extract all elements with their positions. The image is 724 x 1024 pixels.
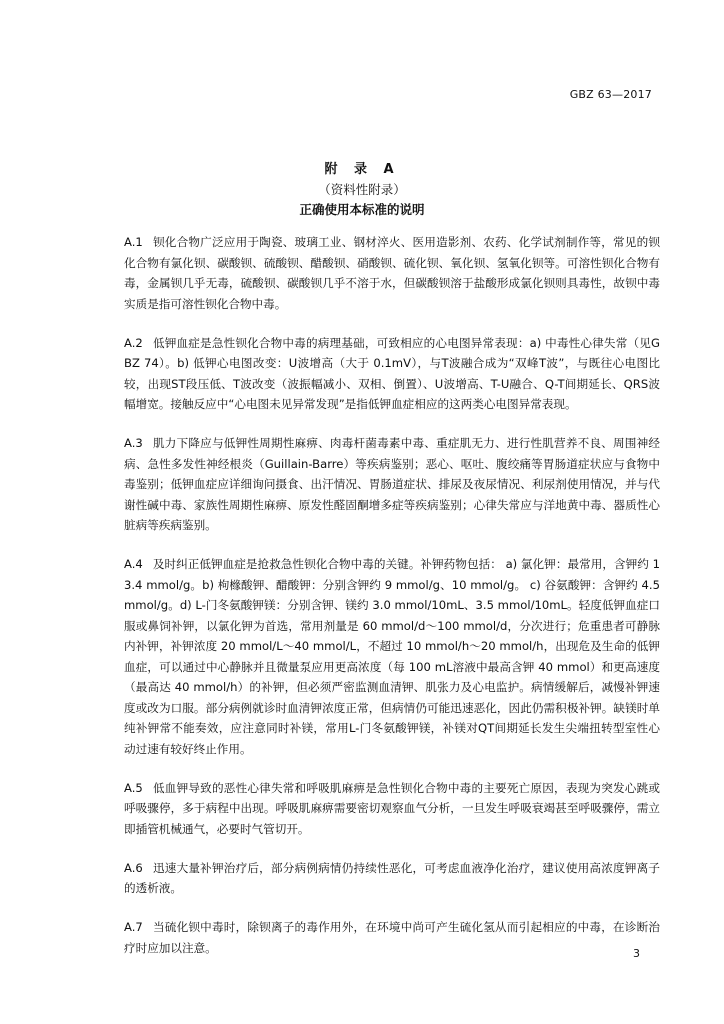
section-text: 及时纠正低钾血症是抢救急性钡化合物中毒的关键。补钾药物包括： a) 氯化钾：最常用，含钾约 13.4 mmol/g。b) 枸橼酸钾、醋酸钾：分别含钾约 9 mmol/g、10 mmol/g。 c) 谷氨酸钾：含钾约 4.5 mmol/g。d) L-门冬氨酸钾镁：分别含钾、镁约 3.0 mmol/10mL、3.5 mmol/10mL。轻度低钾血症口服或鼻饲补钾，以氯化钾为首选，常用剂量是 60 mmol/d～100 mmol/d，分次进行；危重患者可静脉内补钾，补钾浓度 20 mmol/L～40 mmol/L，不超过 10 mmol/h～20 mmol/h，出现危及生命的低钾血症，可以通过中心静脉并且微量泵应用更高浓度（每 100 mL溶液中最高含钾 40 mmol）和更高速度（最高达 40 mmol/h）的补钾，但必须严密监测血清钾、肌张力及心电监护。病情缓解后，减慢补钾速度或改为口服。部分病例就诊时血清钾浓度正常，但病情仍可能迅速恶化，因此仍需积极补钾。缺镁时单纯补钾常不能奏效，应注意同时补镁，常用L-门冬氨酸钾镁，补镁对QT间期延长发生尖端扭转型室性心动过速有较好终止作用。 <box>124 557 660 756</box>
appendix-body <box>124 232 660 977</box>
standard-code: GBZ 63—2017 <box>569 88 652 101</box>
appendix-title: 附 录 A <box>324 162 400 177</box>
section-number: A.5 <box>124 780 143 795</box>
appendix-subtitle: 正确使用本标准的说明 <box>299 202 425 217</box>
section-number: A.3 <box>124 436 143 450</box>
section-a1 <box>124 232 660 314</box>
appendix-type: （资料性附录） <box>318 182 406 197</box>
section-a3 <box>124 433 660 536</box>
page-number: 3 <box>633 947 640 960</box>
section-a7 <box>124 917 660 958</box>
section-text: 肌力下降应与低钾性周期性麻痹、肉毒杆菌毒素中毒、重症肌无力、进行性肌营养不良、周围神经病、急性多发性神经根炎（Guillain-Barre）等疾病鉴别；恶心、呕吐、腹绞痛等胃肠道症状应与食物中毒鉴别；低钾血症应详细询问摄食、出汗情况、胃肠道症状、排尿及夜尿情况、利尿剂使用情况，并与代谢性碱中毒、家族性周期性麻痹、原发性醛固酮增多症等疾病鉴别；心律失常应与洋地黄中毒、器质性心脏病等疾病鉴别。 <box>124 436 660 532</box>
section-text: 低血钾导致的恶性心律失常和呼吸肌麻痹是急性钡化合物中毒的主要死亡原因，表现为突发心跳或呼吸骤停，多于病程中出现。呼吸肌麻痹需要密切观察血气分析，一旦发生呼吸衰竭甚至呼吸骤停，需立即插管机械通气，必要时气管切开。 <box>124 780 660 836</box>
section-text: 当硫化钡中毒时，除钡离子的毒作用外，在环境中尚可产生硫化氢从而引起相应的中毒，在诊断治疗时应加以注意。 <box>124 920 660 955</box>
section-number: A.2 <box>124 335 143 350</box>
section-text: 低钾血症是急性钡化合物中毒的病理基础，可致相应的心电图异常表现：a) 中毒性心律失常（见GBZ 74）。b) 低钾心电图改变：U波增高（大于 0.1mV），与T波融合成为“双峰T波”，与既往心电图比较，出现ST段压低、T波改变（波振幅减小、双相、倒置）、U波增高、T-U融合、Q-T间期延长、QRS波幅增宽。接触反应中“心电图未见异常发现”是指低钾血症相应的这两类心电图异常表现。 <box>124 335 660 411</box>
section-a5 <box>124 778 660 840</box>
section-a6 <box>124 858 660 899</box>
section-number: A.1 <box>124 235 143 249</box>
section-a2 <box>124 333 660 415</box>
section-a4 <box>124 554 660 759</box>
section-text: 钡化合物广泛应用于陶瓷、玻璃工业、钢材淬火、医用造影剂、农药、化学试剂制作等，常见的钡化合物有氯化钡、碳酸钡、硫酸钡、醋酸钡、硝酸钡、硫化钡、氧化钡、氢氧化钡等。可溶性钡化合物有毒，金属钡几乎无毒，硫酸钡、碳酸钡几乎不溶于水，但碳酸钡溶于盐酸形成氯化钡则具毒性，故钡中毒实质是指可溶性钡化合物中毒。 <box>124 235 660 311</box>
section-number: A.6 <box>124 860 143 875</box>
section-text: 迅速大量补钾治疗后，部分病例病情仍持续性恶化，可考虑血液净化治疗，建议使用高浓度钾离子的透析液。 <box>124 860 660 895</box>
section-number: A.7 <box>124 920 143 934</box>
section-number: A.4 <box>124 557 143 571</box>
